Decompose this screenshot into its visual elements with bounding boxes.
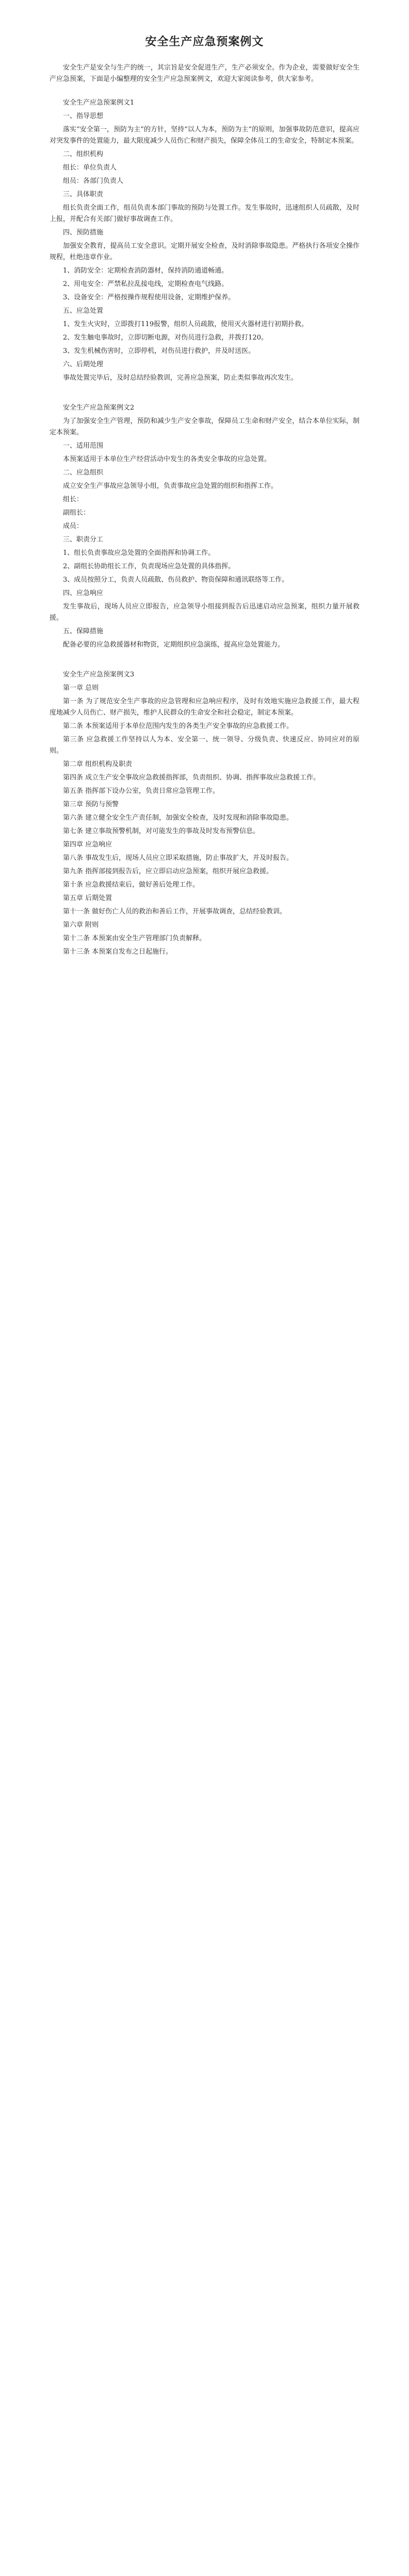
example-2-heading: 安全生产应急预案例文2 xyxy=(63,404,135,412)
paragraph: 第一章 总则 xyxy=(63,684,99,692)
document-title: 安全生产应急预案例文 xyxy=(145,35,264,48)
paragraph: 落实“安全第一，预防为主”的方针，坚持“以人为本，预防为主”的原则，加强事故防范意识，提高应对突发事件的处置能力，最大限度减少人员伤亡和财产损失，保障全体员工的生命安全，特制定本预案。 xyxy=(50,126,359,145)
paragraph: 第十二条 本预案由安全生产管理部门负责解释。 xyxy=(63,935,206,942)
paragraph: 第五条 指挥部下设办公室，负责日常应急管理工作。 xyxy=(63,787,220,795)
paragraph: 发生事故后，现场人员应立即报告，应急领导小组接到报告后迅速启动应急预案，组织力量开展救援。 xyxy=(50,603,359,622)
paragraph: 三、职责分工 xyxy=(63,536,104,544)
paragraph: 组员：各部门负责人 xyxy=(63,177,124,185)
paragraph: 五、应急处置 xyxy=(63,307,104,315)
paragraph: 为了加强安全生产管理，预防和减少生产安全事故，保障员工生命和财产安全，结合本单位实际，制定本预案。 xyxy=(50,417,359,436)
paragraph: 组长：单位负责人 xyxy=(63,164,117,172)
paragraph: 成立安全生产事故应急领导小组，负责事故应急处置的组织和指挥工作。 xyxy=(63,482,278,490)
paragraph: 第八条 事故发生后，现场人员应立即采取措施，防止事故扩大，并及时报告。 xyxy=(63,854,293,862)
paragraph: 五、保障措施 xyxy=(63,628,104,635)
paragraph: 组长负责全面工作，组员负责本部门事故的预防与处置工作。发生事故时，迅速组织人员疏散，及时上报，并配合有关部门做好事故调查工作。 xyxy=(50,204,359,223)
paragraph: 本预案适用于本单位生产经营活动中发生的各类安全事故的应急处置。 xyxy=(63,455,271,463)
example-2-section xyxy=(50,402,359,651)
paragraph: 1、组长负责事故应急处置的全面指挥和协调工作。 xyxy=(63,549,215,557)
paragraph: 第九条 指挥部接到报告后，应立即启动应急预案，组织开展应急救援。 xyxy=(63,868,273,875)
paragraph: 一、适用范围 xyxy=(63,442,104,450)
paragraph: 2、发生触电事故时，立即切断电源，对伤员进行急救，并拨打120。 xyxy=(63,334,268,342)
paragraph: 加强安全教育，提高员工安全意识。定期开展安全检查，及时消除事故隐患。严格执行各项安全操作规程，杜绝违章作业。 xyxy=(50,242,359,261)
paragraph: 第六条 建立健全安全生产责任制，加强安全检查，及时发现和消除事故隐患。 xyxy=(63,814,293,822)
paragraph: 3、成员按照分工，负责人员疏散、伤员救护、物资保障和通讯联络等工作。 xyxy=(63,576,289,584)
example-3-heading: 安全生产应急预案例文3 xyxy=(63,671,135,679)
paragraph: 二、组织机构 xyxy=(63,150,104,158)
paragraph: 第二章 组织机构及职责 xyxy=(63,760,133,768)
paragraph: 第十一条 做好伤亡人员的救治和善后工作，开展事故调查，总结经验教训。 xyxy=(63,908,287,916)
paragraph: 第四章 应急响应 xyxy=(63,841,112,849)
paragraph: 1、消防安全：定期检查消防器材，保持消防通道畅通。 xyxy=(63,267,228,275)
paragraph: 第七条 建立事故预警机制，对可能发生的事故及时发布预警信息。 xyxy=(63,827,260,835)
paragraph: 第一条 为了规范安全生产事故的应急管理和应急响应程序，及时有效地实施应急救援工作，最大程度地减少人员伤亡、财产损失，维护人民群众的生命安全和社会稳定，制定本预案。 xyxy=(50,698,359,717)
paragraph: 四、预防措施 xyxy=(63,229,104,236)
paragraph: 第三章 预防与预警 xyxy=(63,801,119,808)
paragraph: 六、后期处理 xyxy=(63,361,104,368)
paragraph: 副组长： xyxy=(63,509,90,517)
example-3-section xyxy=(50,669,359,958)
paragraph: 1、发生火灾时，立即拨打119报警，组织人员疏散，使用灭火器材进行初期扑救。 xyxy=(63,320,308,328)
paragraph: 一、指导思想 xyxy=(63,112,104,120)
example-1-heading: 安全生产应急预案例文1 xyxy=(63,99,135,107)
paragraph: 第二条 本预案适用于本单位范围内发生的各类生产安全事故的应急救援工作。 xyxy=(63,722,293,730)
paragraph: 第三条 应急救援工作坚持以人为本、安全第一、统一领导、分级负责、快速反应、协同应对的原则。 xyxy=(50,736,359,755)
paragraph: 配备必要的应急救援器材和物资，定期组织应急演练，提高应急处置能力。 xyxy=(63,641,285,649)
paragraph: 四、应急响应 xyxy=(63,589,104,597)
paragraph: 二、应急组织 xyxy=(63,469,104,477)
paragraph: 组长： xyxy=(63,496,84,503)
paragraph: 三、具体职责 xyxy=(63,191,104,198)
paragraph: 成员： xyxy=(63,522,84,530)
paragraph: 2、用电安全：严禁私拉乱接电线，定期检查电气线路。 xyxy=(63,280,228,288)
paragraph: 3、设备安全：严格按操作规程使用设备，定期维护保养。 xyxy=(63,294,235,301)
intro-section xyxy=(50,62,359,85)
paragraph: 第四条 成立生产安全事故应急救援指挥部，负责组织、协调、指挥事故应急救援工作。 xyxy=(63,774,320,782)
paragraph: 第五章 后期处置 xyxy=(63,894,112,902)
paragraph: 2、副组长协助组长工作，负责现场应急处置的具体指挥。 xyxy=(63,563,235,570)
intro-paragraph: 安全生产是安全与生产的统一，其宗旨是安全促进生产，生产必须安全。作为企业，需要做好安全生产应急预案，下面是小编整理的安全生产应急预案例文，欢迎大家阅读参考，供大家参考。 xyxy=(50,64,359,83)
example-1-section xyxy=(50,97,359,384)
paragraph: 第六章 附则 xyxy=(63,921,99,929)
paragraph: 3、发生机械伤害时，立即停机，对伤员进行救护，并及时送医。 xyxy=(63,347,255,355)
paragraph: 事故处置完毕后，及时总结经验教训，完善应急预案，防止类似事故再次发生。 xyxy=(63,374,298,382)
paragraph: 第十条 应急救援结束后，做好善后处理工作。 xyxy=(63,881,200,889)
paragraph: 第十三条 本预案自发布之日起施行。 xyxy=(63,948,173,956)
